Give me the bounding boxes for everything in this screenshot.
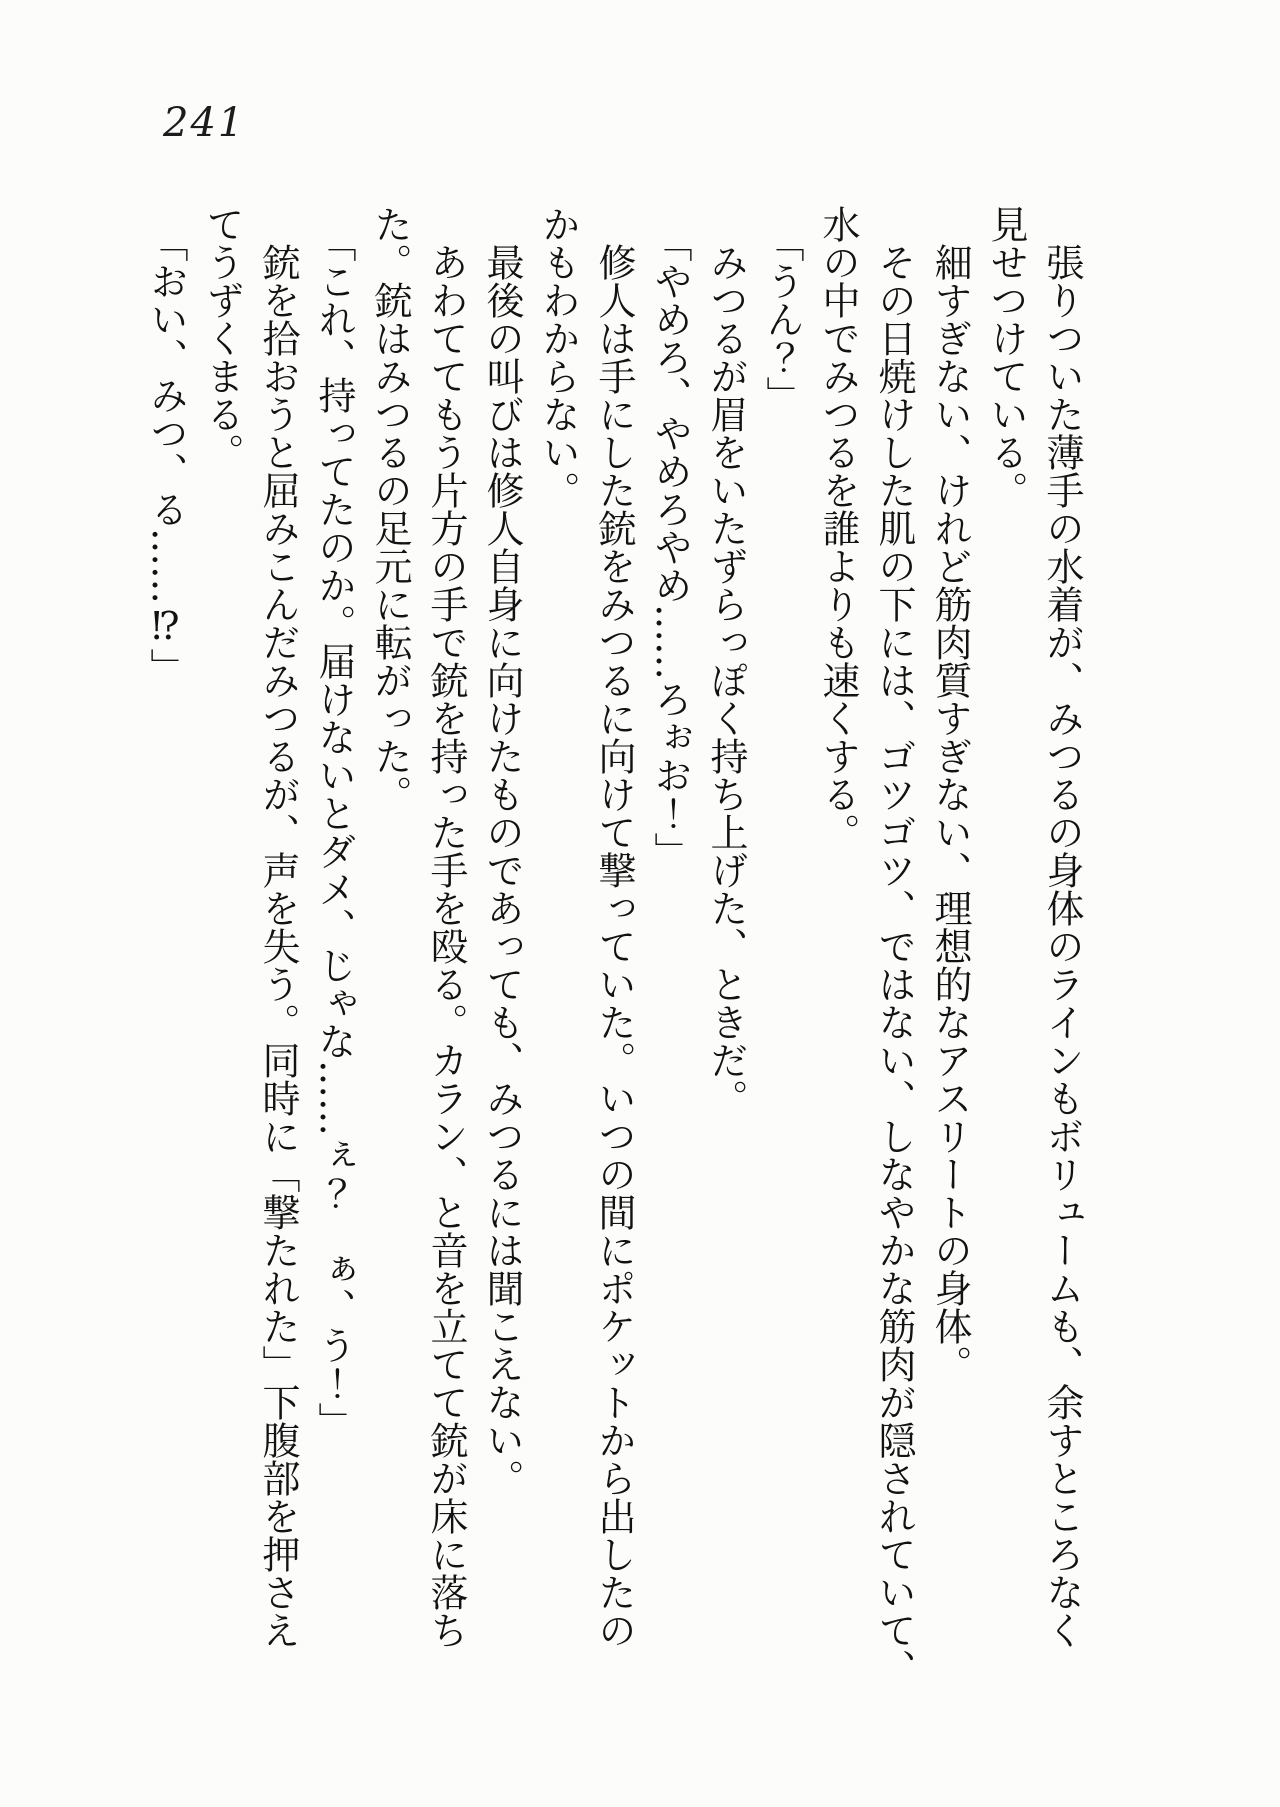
text-column: 張りついた薄手の水着が、みつるの身体のラインもボリュームも、余すところなく xyxy=(1040,243,1084,1649)
page-number: 241 xyxy=(163,100,246,146)
text-column: 見せつけている。 xyxy=(984,205,1028,509)
text-column: 「やめろ、やめろやめ……ろぉお！」 xyxy=(648,224,692,870)
text-column: 銃を拾おうと屈みこんだみつるが、声を失う。同時に「撃たれた」下腹部を押さえ xyxy=(256,243,300,1649)
text-column: あわててもう片方の手で銃を持った手を殴る。カラン、と音を立てて銃が床に落ち xyxy=(424,243,468,1649)
text-column: 細すぎない、けれど筋肉質すぎない、理想的なアスリートの身体。 xyxy=(928,243,972,1383)
text-column: た。銃はみつるの足元に転がった。 xyxy=(368,205,412,813)
text-column: 「おい、みつ、る……⁉」 xyxy=(144,224,188,686)
text-column: 「これ、持ってたのか。届けないとダメ、じゃな……ぇ？ ぁ、う！」 xyxy=(312,224,356,1440)
text-column: 修人は手にした銃をみつるに向けて撃っていた。いつの間にポケットから出したの xyxy=(592,243,636,1649)
text-column: 水の中でみつるを誰よりも速くする。 xyxy=(816,205,860,851)
text-column: かもわからない。 xyxy=(536,205,580,509)
text-column: みつるが眉をいたずらっぽく持ち上げた、ときだ。 xyxy=(704,243,748,1117)
text-column: その日焼けした肌の下には、ゴツゴツ、ではない、しなやかな筋肉が隠されていて、 xyxy=(872,243,916,1687)
text-column: 「うん？」 xyxy=(760,224,804,414)
text-column: 最後の叫びは修人自身に向けたものであっても、みつるには聞こえない。 xyxy=(480,243,524,1497)
text-column: てうずくまる。 xyxy=(200,205,244,471)
vertical-text-block xyxy=(138,205,1090,1695)
